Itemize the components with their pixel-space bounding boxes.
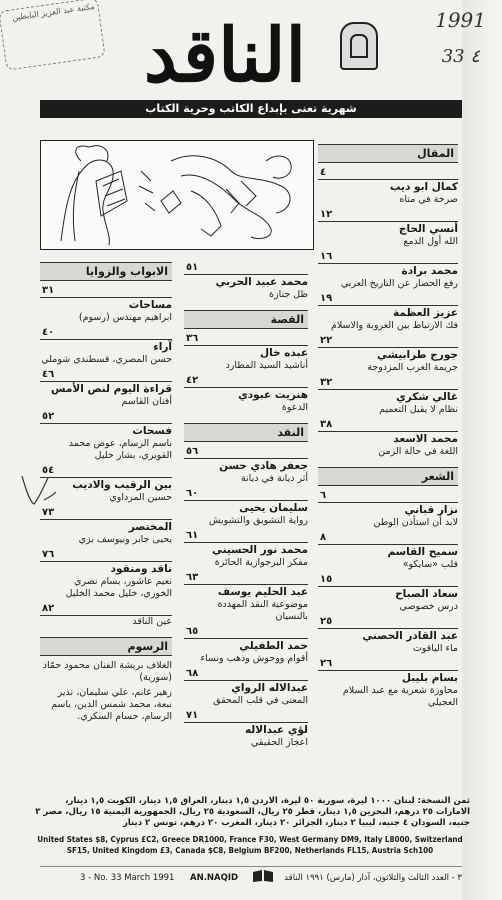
entry-title: لابد أن استأذن الوطن [373, 517, 458, 528]
page-number: ٦٨ [184, 668, 308, 681]
entry-title: اللغة في حالة الزمن [378, 446, 458, 457]
toc-entry[interactable] [40, 369, 172, 408]
toc-entry [40, 660, 172, 684]
library-stamp [0, 0, 106, 71]
entry-title: فك الارتباط بين العروبة والاسلام [330, 320, 458, 331]
entry-author: لؤي عبدالاله [244, 724, 308, 736]
entry-title: الغلاف بريشة الفنان محمود حمّاد (سورية) [42, 660, 172, 683]
entry-title: حسن المصري، قسطندي شوملي [41, 354, 172, 365]
entry-title: صرخة في متاه [399, 194, 458, 205]
contents-column-middle [184, 262, 308, 752]
entry-author: جورج طرابيشي [377, 349, 458, 361]
page-number: ١٩ [318, 293, 458, 306]
toc-entry[interactable] [184, 488, 308, 527]
toc-entry[interactable] [40, 327, 172, 366]
entry-title: مفكر البرجوازية الحائرة [214, 557, 308, 568]
entry-author: عبد القادر الحصني [362, 630, 458, 642]
section-heading-departments: الابواب والزوايا [40, 262, 172, 281]
entry-author: مساحات [128, 299, 172, 311]
toc-entry[interactable] [184, 375, 308, 414]
illustration-drawing-icon [41, 141, 313, 249]
footer-issue-en: 3 - No. 33 March 1991 [80, 873, 175, 883]
page-number: ٧٦ [40, 549, 172, 562]
toc-entry[interactable] [318, 419, 458, 458]
toc-entry[interactable] [184, 668, 308, 707]
section-heading-drawings: الرسوم [40, 637, 172, 656]
entry-author: سليمان يحيى [239, 502, 308, 514]
entry-author: محمد الاسعد [393, 433, 458, 445]
page-number: ٥٦ [184, 446, 308, 459]
entry-author: هنريت عبودي [238, 389, 308, 401]
handwritten-issue: 33 ٤ [441, 46, 480, 67]
page-number: ٦٣ [184, 572, 308, 585]
page-number: ٤٠ [40, 327, 172, 340]
entry-title: زهير غانم، علي سليمان، نذير نبعة، محمد شمس الدين، باسم الرسام، حسام السكري. [51, 687, 172, 722]
entry-author: سعاد الصباح [395, 588, 458, 600]
entry-title: ظل جنازة [269, 289, 308, 300]
toc-entry[interactable] [184, 333, 308, 372]
contents-column-right [318, 144, 458, 712]
entry-title: يحيى جابر وبيوسف بزي [78, 534, 172, 545]
toc-entry[interactable] [184, 446, 308, 485]
section-heading-articles: المقال [318, 144, 458, 163]
entry-title: نظام لا يقبل التعميم [379, 404, 458, 415]
toc-entry[interactable] [318, 209, 458, 248]
handwritten-scribble-icon [18, 470, 58, 510]
handwritten-date: 1991 [435, 8, 486, 32]
entry-author: ناقد ومنقود [110, 563, 172, 575]
stamp-text: مكتبة عبد العزيز البابطين [11, 1, 96, 23]
toc-entry[interactable] [318, 335, 458, 374]
toc-entry[interactable] [318, 293, 458, 332]
page-number: ٥٤ [40, 465, 172, 478]
entry-author: بين الرقيب والاديب [72, 479, 172, 491]
entry-title: حسين المرداوي [109, 492, 172, 503]
entry-title: ابراهيم مهندس (رسوم) [78, 312, 172, 323]
page-number: ١٢ [318, 209, 458, 222]
toc-entry [40, 687, 172, 723]
page-number: ٦١ [184, 530, 308, 543]
entry-author: عزيز العظمة [393, 307, 458, 319]
footer-issue-ar: ٣ - العدد الثالث والثلاثون، آذار (مارس) ١٩٩١ الناقد [284, 873, 462, 883]
entry-title: رواية التشويق والتشويش [208, 515, 308, 526]
page-number: ٤٢ [184, 375, 308, 388]
entry-title: الله أول الدمع [403, 236, 458, 247]
entry-author: سميح القاسم [387, 546, 458, 558]
cover-illustration [40, 140, 314, 250]
entry-title: نعيم عاشور، بسام نصري الخوري، خليل محمد الخليل [65, 576, 172, 599]
toc-entry[interactable] [40, 603, 172, 628]
tagline: شهرية تعنى بإبداع الكاتب وحرية الكتاب [40, 100, 462, 118]
entry-title: عين الناقد [132, 616, 172, 627]
entry-title: درس خصوصي [399, 601, 458, 612]
entry-author: عبدالاله الرواي [231, 682, 308, 694]
page-number: ٣٦ [184, 333, 308, 346]
entry-author: فسحات [132, 425, 172, 437]
toc-entry[interactable] [318, 532, 458, 571]
entry-author: جعفر هادي حسن [219, 460, 308, 472]
page-number: ٦٥ [184, 626, 308, 639]
cover-price-english: United States $8, Cyprus £C2, Greece DR1000, France F30, West Germany DM9, Italy L8000, Switzerland SF15, United Kingdom £3, Canada $C8, Belgium BF200, Netherlands FL15, Austria Sch100 [37, 835, 463, 855]
page-number: ٧٣ [40, 507, 172, 520]
entry-title: موضوعية النقد المهددة بالنسيان [217, 599, 308, 622]
entry-author: محمد عبيد الحربي [215, 276, 308, 288]
page-number: ٨٢ [40, 603, 172, 616]
page-number: ٤٦ [40, 369, 172, 382]
emblem-icon [340, 22, 378, 70]
entry-title: محاورة شعرية مع عبد السلام العجيلي [342, 685, 458, 708]
toc-entry[interactable] [184, 626, 308, 665]
section-heading-poetry: الشعر [318, 467, 458, 486]
page-number: ١٥ [318, 574, 458, 587]
toc-entry[interactable] [40, 285, 172, 324]
entry-title: أقوام ووحوش وذهب ونساء [200, 653, 308, 664]
page-number: ٥١ [184, 262, 308, 275]
entry-title: أناشيد السيد المطارد [225, 360, 308, 371]
section-heading-criticism: النقد [184, 423, 308, 442]
toc-entry[interactable] [318, 490, 458, 529]
entry-author: محمد برادة [401, 265, 458, 277]
entry-author: المختصر [128, 521, 172, 533]
page-number: ١٦ [318, 251, 458, 264]
page-number: ٣٢ [318, 377, 458, 390]
scan-edge [462, 0, 502, 900]
entry-title: المعنى في قلب المحقق [213, 695, 308, 706]
entry-author: محمد نور الحسيني [211, 544, 308, 556]
entry-author: نزار قباني [404, 504, 458, 516]
toc-entry[interactable] [318, 377, 458, 416]
entry-title: جريمة الغرب المزدوجة [367, 362, 458, 373]
toc-entry[interactable] [184, 530, 308, 569]
entry-author: كمال ابو ديب [389, 181, 458, 193]
toc-entry[interactable] [318, 251, 458, 290]
entry-title: اعجاز الحقيقي [250, 737, 308, 748]
toc-entry[interactable] [40, 465, 172, 504]
page-number: ٧١ [184, 710, 308, 723]
footer-brand-en: AN.NAQID [190, 873, 239, 883]
entry-title: أفنان القاسم [121, 396, 172, 407]
entry-author: عبده خال [260, 347, 308, 359]
toc-entry[interactable] [318, 616, 458, 655]
entry-author: عبد الحليم يوسف [217, 586, 308, 598]
toc-entry[interactable] [40, 411, 172, 462]
toc-entry[interactable] [318, 167, 458, 206]
toc-entry[interactable] [318, 658, 458, 709]
entry-title: ماء الياقوت [412, 643, 458, 654]
cover-price-arabic: ثمن النسخة: لبنان ١٠٠٠ ليرة، سورية ٥٠ ليرة، الاردن ١,٥ دينار، العراق ١,٥ دينار، الكويت ١,٥ دينار، الامارات ٢٥ درهم، البحرين ١,٥ دينار، قطر ٢٥ ريال، السعودية ٢٥ ريال، الجمهورية اليمنية ١٥ ريال، مصر ٣ جنيه، السودان ٤ جنيه، ليبيا ٢ دينار، الجزائر ٢٠ دينار، المغرب ٢٠ درهم، تونس ٢ دينار [35, 796, 470, 828]
entry-author: بسام بليبل [401, 672, 458, 684]
entry-title: باسم الرسام، عوض محمد القويري، بشار خليل [68, 438, 172, 461]
page-number: ٢٦ [318, 658, 458, 671]
entry-title: أثر ديانة في ديانة [240, 473, 308, 484]
entry-author: أنسي الحاج [398, 223, 458, 235]
page-number: ٥٢ [40, 411, 172, 424]
page-number: ٢٢ [318, 335, 458, 348]
entry-title: رفع الحصار عن التاريخ العربي [340, 278, 458, 289]
page-footer [40, 866, 462, 883]
toc-entry[interactable] [184, 572, 308, 623]
entry-title: الدعوة [281, 402, 308, 413]
page-number: ٨ [318, 532, 458, 545]
toc-entry[interactable] [40, 507, 172, 546]
entry-title: قلب «سايكو» [402, 559, 458, 570]
toc-entry[interactable] [40, 549, 172, 600]
book-icon [252, 869, 274, 883]
entry-author: آراء [153, 341, 172, 353]
page-number: ٤ [318, 167, 458, 180]
toc-entry[interactable] [184, 710, 308, 749]
page-number: ٦ [318, 490, 458, 503]
entry-author: غالي شكري [396, 391, 458, 403]
entry-author: حمد الطفيلي [239, 640, 308, 652]
page-number: ٣٨ [318, 419, 458, 432]
page-number: ٣١ [40, 285, 172, 298]
contents-column-left [40, 262, 172, 726]
magazine-logo: الناقد [143, 13, 307, 99]
page-number: ٦٠ [184, 488, 308, 501]
section-heading-story: القصة [184, 310, 308, 329]
page-number: ٢٥ [318, 616, 458, 629]
entry-author: قراءة اليوم لنص الأمس [51, 383, 172, 395]
toc-entry[interactable] [318, 574, 458, 613]
toc-entry[interactable] [184, 262, 308, 301]
